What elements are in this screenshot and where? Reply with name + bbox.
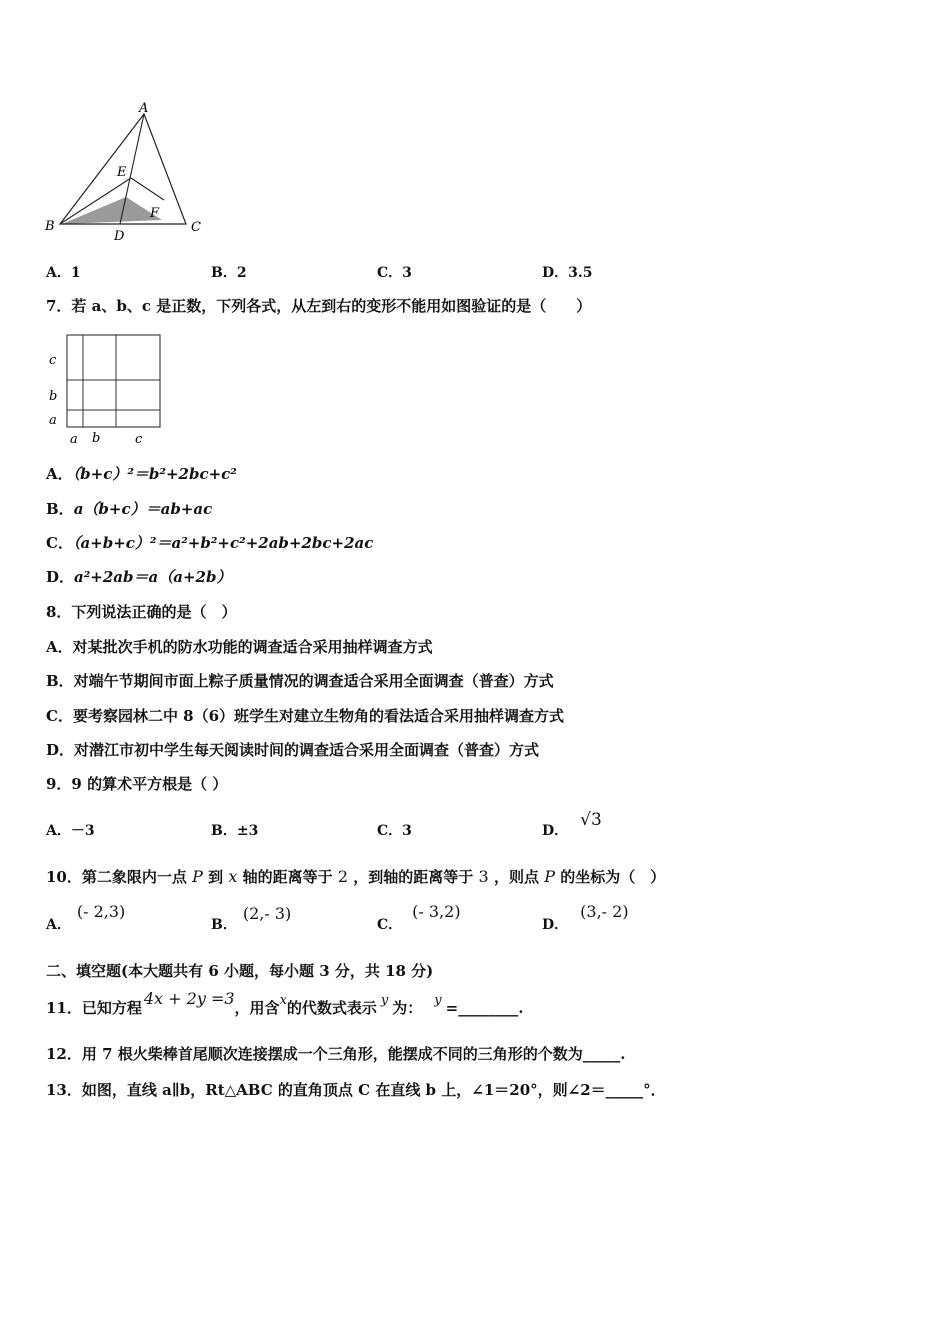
label-c: C — [191, 220, 201, 235]
q9-option-a — [46, 820, 95, 840]
q6-option-c: C．3 — [377, 265, 412, 281]
grid-label-left-b: b — [49, 389, 58, 404]
q9-option-d-label: D． — [542, 823, 569, 839]
q11-var-y-2: y — [434, 993, 442, 1008]
q10-option-d — [542, 902, 629, 934]
grid-label-bottom-a: a — [70, 432, 78, 447]
q10-option-b-label: B． — [211, 917, 237, 933]
section-2-title: 二、填空题(本大题共有 6 小题，每小题 3 分，共 18 分) — [46, 962, 434, 980]
q7-option-c-label: C． — [46, 534, 73, 552]
q11-var-y: y — [380, 993, 389, 1008]
q10-option-a — [46, 902, 126, 934]
q7-option-a-label: A． — [46, 465, 73, 483]
q9-stem: 9．9 的算术平方根是（ ） — [46, 775, 228, 793]
q10-var-p2: P — [544, 867, 555, 886]
q9-option-a-text: －3 — [70, 823, 95, 839]
q10-num-3: 3 — [478, 867, 489, 886]
q6-option-d: D．3.5 — [542, 265, 593, 281]
grid-border — [67, 335, 160, 427]
q9-option-a-label: A． — [46, 823, 71, 839]
q10-var-x: x — [228, 867, 238, 886]
triangle-figure — [40, 100, 220, 245]
grid-label-left-c: c — [49, 353, 57, 368]
q7-option-c-text: （a+b+c）²＝a²+b²+c²+2ab+2bc+2ac — [72, 534, 374, 552]
q8-option-b: B．对端午节期间市面上粽子质量情况的调查适合采用全面调查（普查）方式 — [46, 672, 554, 690]
q8-stem: 8．下列说法正确的是（ ） — [46, 603, 237, 621]
q12-text: 12．用 7 根火柴棒首尾顺次连接摆成一个三角形，能摆成不同的三角形的个数为_____. — [46, 1045, 626, 1063]
q10-stem-part-4: ，到轴的距离等于 — [353, 868, 474, 886]
q10-stem-part-2: 到 — [208, 868, 224, 886]
q7-option-c — [46, 532, 373, 553]
q9-option-c — [377, 820, 412, 840]
q9-option-b-text: ±3 — [236, 823, 259, 839]
grid-label-bottom-b: b — [92, 431, 101, 446]
q6-option-b: B．2 — [211, 265, 247, 281]
q10-option-a-text: (- 2,3) — [76, 902, 126, 921]
q11-line — [46, 989, 524, 1018]
q6-option-a: A．1 — [46, 265, 81, 281]
q10-option-c-text: (- 3,2) — [412, 902, 461, 921]
label-f: F — [150, 206, 160, 221]
q10-stem-part-1: 10．第二象限内一点 — [46, 868, 187, 886]
q8-option-c: C．要考察园林二中 8（6）班学生对建立生物角的看法适合采用抽样调查方式 — [46, 707, 565, 725]
q10-option-b-text: (2,- 3) — [242, 904, 292, 923]
q8-option-d: D．对潜江市初中学生每天阅读时间的调查适合采用全面调查（普查）方式 — [46, 741, 540, 759]
q9-option-c-text: 3 — [402, 823, 412, 839]
q7-stem: 7．若 a、b、c 是正数，下列各式，从左到右的变形不能用如图验证的是（ ） — [46, 297, 592, 315]
q7-option-a-text: （b+c）²＝b²+2bc+c² — [72, 465, 237, 483]
q9-option-d — [542, 810, 602, 840]
segment-ef — [131, 178, 164, 200]
q10-option-d-text: (3,- 2) — [580, 902, 629, 921]
q9-option-c-label: C． — [377, 823, 403, 839]
q10-option-c-label: C． — [377, 917, 403, 933]
q9-option-d-sqrt: √3 — [580, 810, 602, 830]
q10-var-p: P — [192, 867, 203, 886]
q9-option-b — [211, 820, 258, 840]
grid-figure — [44, 330, 169, 448]
q7-option-b-text: a（b+c）＝ab+ac — [73, 500, 213, 518]
q10-stem-part-6: 的坐标为（ ） — [560, 868, 666, 886]
q11-equation: 4x + 2y =3 — [143, 989, 235, 1008]
q10-stem-part-5: ，则点 — [493, 868, 539, 886]
q11-mid-3: 为： — [392, 999, 423, 1017]
q7-option-a — [46, 463, 237, 484]
q11-var-x: x — [279, 993, 287, 1008]
q7-option-d-text: a²+2ab＝a（a+2b） — [74, 568, 232, 586]
q7-option-d-label: D． — [46, 568, 75, 586]
q11-prefix: 11．已知方程 — [46, 999, 142, 1017]
grid-label-bottom-c: c — [135, 432, 143, 447]
q7-option-b — [46, 498, 212, 519]
label-a: A — [139, 101, 149, 116]
q8-option-a: A．对某批次手机的防水功能的调查适合采用抽样调查方式 — [46, 638, 433, 656]
q10-option-a-label: A． — [46, 917, 71, 933]
grid-label-left-a: a — [49, 413, 57, 428]
label-b: B — [45, 219, 55, 234]
q10-stem-part-3: 轴的距离等于 — [242, 868, 333, 886]
q11-answer-blank: =________. — [445, 999, 524, 1017]
q10-num-2: 2 — [337, 867, 349, 886]
q11-mid-1: ，用含 — [234, 999, 280, 1017]
label-e: E — [117, 165, 127, 180]
q7-option-d — [46, 566, 231, 587]
q11-mid-2: 的代数式表示 — [286, 999, 377, 1017]
q10-option-b — [211, 904, 292, 934]
q10-option-d-label: D． — [542, 917, 569, 933]
q10-stem — [46, 866, 665, 887]
label-d: D — [114, 229, 125, 244]
q10-option-c — [377, 902, 461, 934]
q7-option-b-label: B． — [46, 500, 74, 518]
q13-text: 13．如图，直线 a∥b，Rt△ABC 的直角顶点 C 在直线 b 上，∠1＝20°，则∠2＝_____°． — [46, 1081, 666, 1099]
q9-option-b-label: B． — [211, 823, 237, 839]
